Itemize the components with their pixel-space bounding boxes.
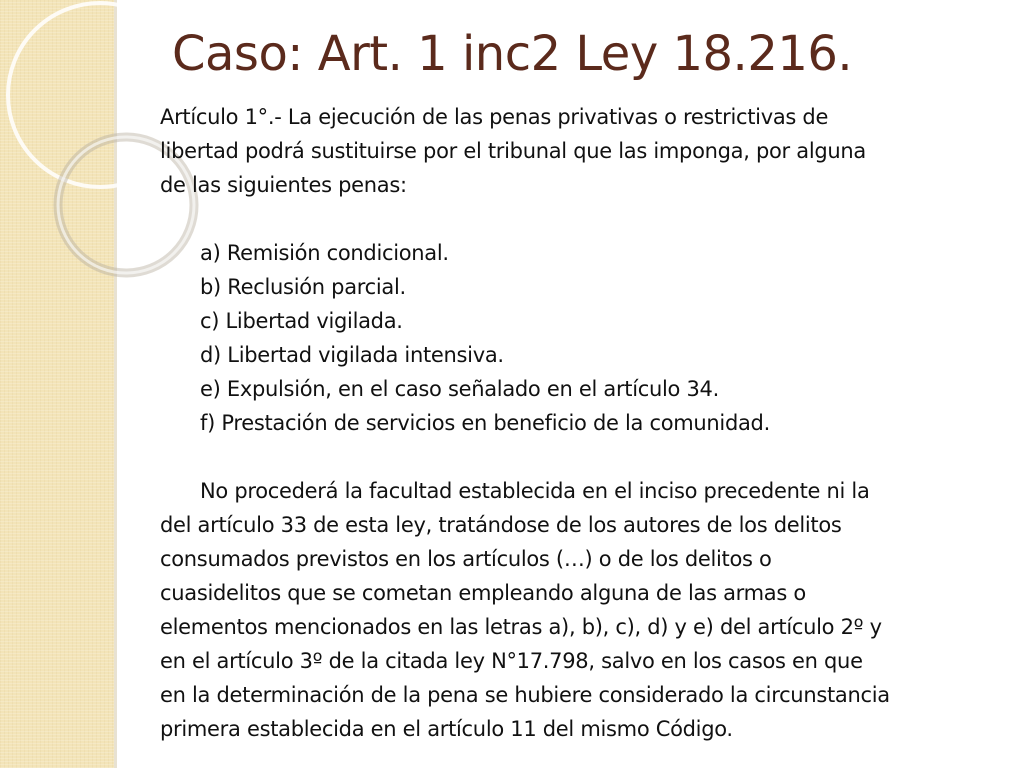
- paragraph-1-line: de las siguientes penas:: [160, 173, 407, 197]
- list-item-c: c) Libertad vigilada.: [200, 309, 403, 333]
- paragraph-2-line: elementos mencionados en las letras a), b), c), d) y e) del artículo 2º y: [160, 615, 882, 639]
- list-item-f: f) Prestación de servicios en beneficio de la comunidad.: [200, 411, 770, 435]
- paragraph-2-line: consumados previstos en los artículos (…) o de los delitos o: [160, 547, 772, 571]
- slide-title: Caso: Art. 1 inc2 Ley 18.216.: [172, 26, 853, 82]
- decorative-side-band: [0, 0, 114, 768]
- paragraph-2-line: del artículo 33 de esta ley, tratándose de los autores de los delitos: [160, 513, 842, 537]
- list-item-b: b) Reclusión parcial.: [200, 275, 406, 299]
- paragraph-2-line: primera establecida en el artículo 11 del mismo Código.: [160, 717, 733, 741]
- paragraph-2-line: en la determinación de la pena se hubiere considerado la circunstancia: [160, 683, 890, 707]
- list-item-e: e) Expulsión, en el caso señalado en el artículo 34.: [200, 377, 719, 401]
- paragraph-1-line: libertad podrá sustituirse por el tribunal que las imponga, por alguna: [160, 139, 866, 163]
- slide-body: [160, 100, 996, 746]
- spacer: [160, 440, 996, 474]
- list-item-a: a) Remisión condicional.: [200, 241, 449, 265]
- paragraph-2-line: No procederá la facultad establecida en el inciso precedente ni la: [200, 479, 870, 503]
- side-band-edge: [114, 0, 117, 768]
- paragraph-2-line: cuasidelitos que se cometan empleando alguna de las armas o: [160, 581, 806, 605]
- spacer: [160, 202, 996, 236]
- paragraph-2-line: en el artículo 3º de la citada ley N°17.798, salvo en los casos en que: [160, 649, 863, 673]
- list-item-d: d) Libertad vigilada intensiva.: [200, 343, 504, 367]
- paragraph-1-line: Artículo 1°.- La ejecución de las penas privativas o restrictivas de: [160, 105, 829, 129]
